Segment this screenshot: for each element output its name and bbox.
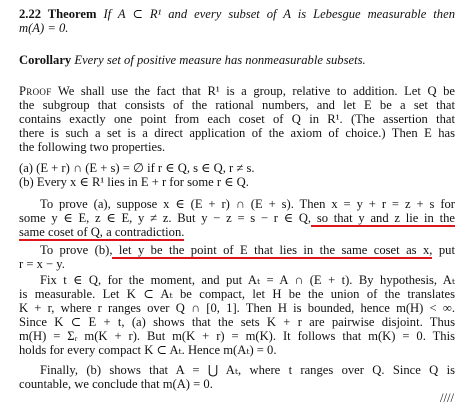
para-b-line-1 [40, 243, 455, 257]
theorem-line-2: m(A) = 0. [19, 21, 69, 35]
red-underline-1: so that y and z lie in the [311, 211, 455, 225]
red-underline-3: let y be the point of E that lies in the same coset as x, [112, 243, 433, 257]
theorem-statement: If A ⊂ R¹ and every subset of A is Lebesgue measurable then [96, 7, 455, 21]
property-a: (a) (E + r) ∩ (E + s) = ∅ if r ∈ Q, s ∈ Q, r ≠ s. [19, 161, 255, 175]
para-b-end: put [432, 243, 455, 257]
property-b: (b) Every x ∈ R¹ lies in E + r for some r ∈ Q. [19, 175, 249, 189]
proof-line-1 [19, 84, 455, 98]
corollary-label: Corollary [19, 53, 72, 67]
corollary [19, 53, 366, 67]
theorem-line-1 [19, 7, 455, 21]
proof-label: Proof [19, 84, 52, 98]
para-fix-line-5: m(H) = Σᵣ m(K + r). But m(K + r) = m(K). It follows that m(K) = 0. This [19, 329, 455, 343]
para-a-line-3 [19, 225, 184, 239]
para-final-line-2: countable, we conclude that m(A) = 0. [19, 377, 213, 391]
proof-text-1: We shall use the fact that R¹ is a group, relative to addition. Let Q be [51, 84, 455, 98]
para-b-start: To prove (b), [40, 243, 113, 257]
para-fix-line-6: holds for every compact K ⊂ Aₜ. Hence m(Aₜ) = 0. [19, 343, 277, 357]
para-fix-line-1: Fix t ∈ Q, for the moment, and put Aₜ = A ∩ (E + t). By hypothesis, Aₜ [40, 273, 455, 287]
red-underline-2: same coset of Q, a contradiction. [19, 225, 185, 239]
theorem-label: 2.22 Theorem [19, 7, 97, 21]
proof-line-5: the following two properties. [19, 140, 166, 154]
para-a-line-2-text: some y ∈ E, z ∈ E, y ≠ z. But y − z = s − r ∈ Q, [19, 211, 312, 225]
proof-line-3: contains exactly one point from each coset of Q in R¹. (The assertion that [19, 112, 455, 126]
para-b-line-2: r = x − y. [19, 257, 65, 271]
para-fix-line-2: is measurable. Let K ⊂ Aₜ be compact, let H be the union of the translates [19, 287, 455, 301]
para-final-line-1: Finally, (b) shows that A = ⋃ Aₜ, where t ranges over Q. Since Q is [40, 363, 455, 377]
para-a-line-1: To prove (a), suppose x ∈ (E + r) ∩ (E + s). Then x = y + r = z + s for [40, 197, 455, 211]
para-fix-line-3: K + r, where r ranges over Q ∩ [0, 1]. Then H is bounded, hence m(H) < ∞. [19, 301, 455, 315]
para-fix-line-4: Since K ⊂ E + t, (a) shows that the sets K + r are pairwise disjoint. Thus [19, 315, 455, 329]
para-a-line-2 [19, 211, 455, 225]
corollary-statement: Every set of positive measure has nonmeasurable subsets. [71, 53, 366, 67]
qed-mark: //// [440, 391, 454, 405]
proof-line-4: there is such a set is a direct application of the axiom of choice.) Then E has [19, 126, 455, 140]
proof-line-2: the subgroup that consists of the rational numbers, and let E be a set that [19, 98, 455, 112]
